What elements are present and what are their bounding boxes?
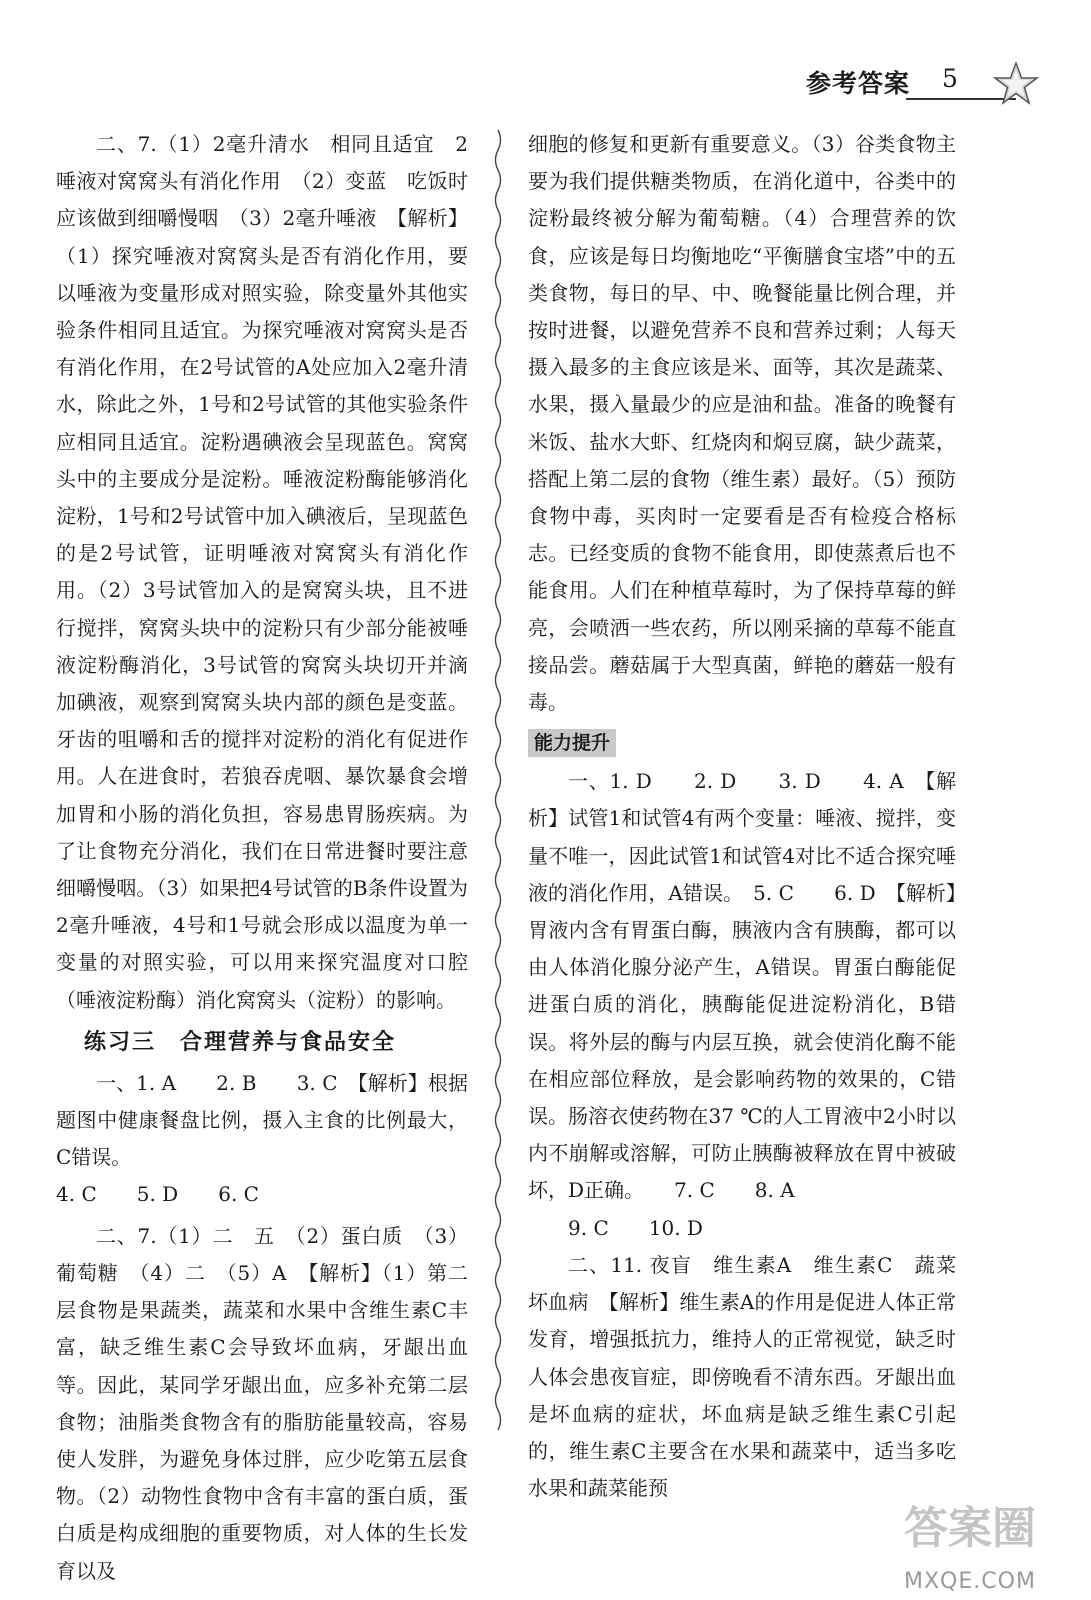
answer-paragraph: 9. C 10. D <box>568 1215 703 1240</box>
page-header <box>0 0 1091 120</box>
header-title: 参考答案 <box>806 69 911 98</box>
right-column <box>528 126 976 1507</box>
answer-paragraph: 二、7.（1）2毫升清水 相同且适宜 2 唾液对窝窝头有消化作用 （2）变蓝 吃饭时应该做到细嚼慢咽 （3）2毫升唾液 【解析】（1）探究唾液对窝窝头是否有消化作用，要以唾液为变量形成对照实验，除变量外其他实验条件相同且适宜。为探究唾液对窝窝头是否有消化作用，在2号试管的A处应加入2毫升清水，除此之外，1号和2号试管的其他实验条件应相同且适宜。淀粉遇碘液会呈现蓝色。窝窝头中的主要成分是淀粉。唾液淀粉酶能够消化淀粉，1号和2号试管中加入碘液后，呈现蓝色的是2号试管，证明唾液对窝窝头有消化作用。（2）3号试管加入的是窝窝头块，且不进行搅拌，窝窝头块中的淀粉只有少部分能被唾液淀粉酶消化，3号试管的窝窝头块切开并滴加碘液，观察到窝窝头块内部的颜色是变蓝。牙齿的咀嚼和舌的搅拌对淀粉的消化有促进作用。人在进食时，若狼吞虎咽、暴饮暴食会增加胃和小肠的消化负担，容易患胃肠疾病。为了让食物充分消化，我们在日常进餐时要注意细嚼慢咽。（3）如果把4号试管的B条件设置为2毫升唾液，4号和1号就会形成以温度为单一变量的对照实验，可以用来探究温度对口腔（唾液淀粉酶）消化窝窝头（淀粉）的影响。 <box>56 132 488 1012</box>
column-divider <box>491 130 505 1430</box>
left-column <box>56 126 488 1590</box>
answer-paragraph: 细胞的修复和更新有重要意义。（3）谷类食物主要为我们提供糖类物质，在消化道中，谷类中的淀粉最终被分解为葡萄糖。（4）合理营养的饮食，应该是每日均衡地吃“平衡膳食宝塔”中的五类食物，每日的早、中、晚餐能量比例合理，并按时进餐，以避免营养不良和营养过剩；人每天摄入最多的主食应该是米、面等，其次是蔬菜、水果，摄入量最少的应是油和盐。准备的晚餐有米饭、盐水大虾、红烧肉和焖豆腐，缺少蔬菜，搭配上第二层的食物（维生素）最好。（5）预防食物中毒，买肉时一定要看是否有检疫合格标志。已经变质的食物不能食用，即使蒸煮后也不能食用。人们在种植草莓时，为了保持草莓的鲜亮，会喷洒一些农药，所以刚采摘的草莓不能直接品尝。蘑菇属于大型真菌，鲜艳的蘑菇一般有毒。 <box>528 132 956 715</box>
answer-paragraph: 一、1. D 2. D 3. D 4. A 【解析】试管1和试管4有两个变量：唾液、搅拌，变量不唯一，因此试管1和试管4对比不适合探究唾液的消化作用，A错误。 5. C 6. D 【解析】胃液内含有胃蛋白酶，胰液内含有胰酶，都可以由人体消化腺分泌产生，A错误。胃蛋白酶能促进蛋白质的消化，胰酶能促进淀粉消化，B错误。将外层的酶与内层互换，就会使消化酶不能在相应部位释放，是会影响药物的效果的，C错误。肠溶衣使药物在37 ℃的人工胃液中2小时以内不崩解或溶解，可防止胰酶被释放在胃中被破坏，D正确。 7. C 8. A <box>528 769 956 1203</box>
watermark-url: MXQE.COM <box>904 1569 1036 1594</box>
section-title: 练习三 合理营养与食品安全 <box>84 1029 397 1055</box>
page-number: 5 <box>942 64 958 93</box>
watermark-logo: 答案圈 <box>904 1503 1036 1554</box>
answer-paragraph: 4. C 5. D 6. C <box>56 1182 259 1207</box>
section-badge: 能力提升 <box>528 729 616 757</box>
watermark <box>890 1488 1080 1600</box>
answer-paragraph: 一、1. A 2. B 3. C 【解析】根据题图中健康餐盘比例，摄入主食的比例最大，C错误。 <box>56 1070 468 1170</box>
answer-paragraph: 二、11. 夜盲 维生素A 维生素C 蔬菜 坏血病 【解析】维生素A的作用是促进人体正常发育，增强抵抗力，维持人的正常视觉，缺乏时人体会患夜盲症，即傍晚看不清东西。牙龈出血是坏血病的症状，坏血病是缺乏维生素C引起的，维生素C主要含在水果和蔬菜中，适当多吃水果和蔬菜能预 <box>528 1252 976 1501</box>
star-icon <box>992 60 1040 108</box>
answer-paragraph: 二、7.（1）二 五 （2）蛋白质 （3）葡萄糖 （4）二 （5）A 【解析】（1）第二层食物是果蔬类，蔬菜和水果中含维生素C丰富，缺乏维生素C会导致坏血病，牙龈出血等。因此，某同学牙龈出血，应多补充第二层食物；油脂类食物含有的脂肪能量较高，容易使人发胖，为避免身体过胖，应少吃第五层食物。（2）动物性食物中含有丰富的蛋白质，蛋白质是构成细胞的重要物质，对人体的生长发育以及 <box>56 1223 468 1583</box>
